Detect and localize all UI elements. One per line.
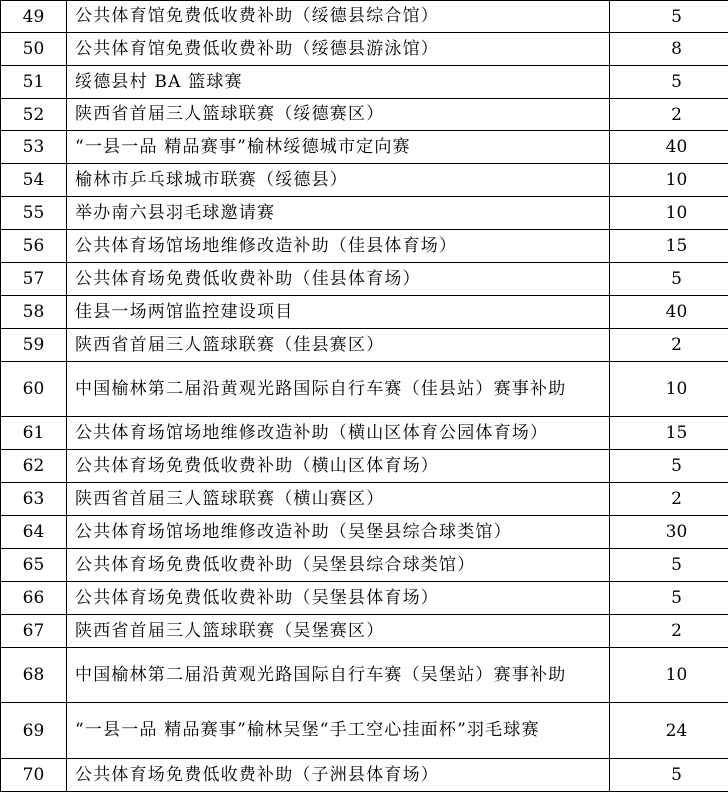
project-name: 公共体育场馆场地维修改造补助（横山区体育公园体育场）: [67, 417, 610, 450]
row-number: 54: [1, 164, 67, 197]
table-row: [1, 450, 728, 483]
table-row: [1, 703, 728, 759]
row-number: 52: [1, 99, 67, 131]
row-number: 53: [1, 131, 67, 164]
project-name: 公共体育场免费低收费补助（子洲县体育场）: [67, 759, 610, 792]
row-number: 59: [1, 329, 67, 362]
table-row: [1, 230, 728, 263]
amount-cell: 2: [610, 329, 728, 362]
row-number: 50: [1, 33, 67, 66]
row-number: 51: [1, 66, 67, 99]
row-number: 67: [1, 615, 67, 648]
amount-cell: 40: [610, 296, 728, 329]
table-row: [1, 66, 728, 99]
amount-cell: 5: [610, 549, 728, 582]
row-number: 62: [1, 450, 67, 483]
amount-cell: 10: [610, 164, 728, 197]
row-number: 61: [1, 417, 67, 450]
row-number: 68: [1, 648, 67, 703]
table-row: [1, 1, 728, 33]
amount-cell: 2: [610, 99, 728, 131]
project-name: 中国榆林第二届沿黄观光路国际自行车赛（佳县站）赛事补助: [67, 362, 610, 417]
project-name: “一县一品 精品赛事”榆林吴堡“手工空心挂面杯”羽毛球赛: [67, 703, 610, 759]
row-number: 63: [1, 483, 67, 516]
row-number: 57: [1, 263, 67, 296]
table-row: [1, 296, 728, 329]
project-name: 举办南六县羽毛球邀请赛: [67, 197, 610, 230]
table-row: [1, 329, 728, 362]
project-name: 公共体育场免费低收费补助（佳县体育场）: [67, 263, 610, 296]
project-name: 公共体育馆免费低收费补助（绥德县综合馆）: [67, 1, 610, 33]
project-name: 陕西省首届三人篮球联赛（吴堡赛区）: [67, 615, 610, 648]
table-row: [1, 263, 728, 296]
table-row: [1, 516, 728, 549]
amount-cell: 15: [610, 417, 728, 450]
amount-cell: 5: [610, 582, 728, 615]
table-row: [1, 615, 728, 648]
row-number: 70: [1, 759, 67, 792]
project-name: 公共体育场馆场地维修改造补助（吴堡县综合球类馆）: [67, 516, 610, 549]
table-row: [1, 197, 728, 230]
amount-cell: 10: [610, 197, 728, 230]
project-name: 陕西省首届三人篮球联赛（绥德赛区）: [67, 99, 610, 131]
amount-cell: 15: [610, 230, 728, 263]
project-name: 榆林市乒乓球城市联赛（绥德县）: [67, 164, 610, 197]
amount-cell: 5: [610, 263, 728, 296]
table-row: [1, 33, 728, 66]
project-name: 中国榆林第二届沿黄观光路国际自行车赛（吴堡站）赛事补助: [67, 648, 610, 703]
project-name: 公共体育场免费低收费补助（吴堡县综合球类馆）: [67, 549, 610, 582]
amount-cell: 40: [610, 131, 728, 164]
amount-cell: 8: [610, 33, 728, 66]
project-name: 绥德县村 BA 篮球赛: [67, 66, 610, 99]
table-row: [1, 362, 728, 417]
amount-cell: 30: [610, 516, 728, 549]
table-row: [1, 417, 728, 450]
table-row: [1, 759, 728, 792]
row-number: 69: [1, 703, 67, 759]
amount-cell: 5: [610, 66, 728, 99]
amount-cell: 5: [610, 450, 728, 483]
amount-cell: 10: [610, 362, 728, 417]
project-name: 陕西省首届三人篮球联赛（佳县赛区）: [67, 329, 610, 362]
table-row: [1, 483, 728, 516]
project-name: “一县一品 精品赛事”榆林绥德城市定向赛: [67, 131, 610, 164]
project-name: 佳县一场两馆监控建设项目: [67, 296, 610, 329]
table-row: [1, 164, 728, 197]
amount-cell: 5: [610, 1, 728, 33]
project-name: 公共体育馆免费低收费补助（绥德县游泳馆）: [67, 33, 610, 66]
table-body: [1, 1, 728, 792]
table-row: [1, 549, 728, 582]
project-name: 公共体育场馆场地维修改造补助（佳县体育场）: [67, 230, 610, 263]
table-row: [1, 648, 728, 703]
row-number: 58: [1, 296, 67, 329]
table-row: [1, 99, 728, 131]
project-name: 公共体育场免费低收费补助（横山区体育场）: [67, 450, 610, 483]
row-number: 66: [1, 582, 67, 615]
row-number: 55: [1, 197, 67, 230]
project-name: 公共体育场免费低收费补助（吴堡县体育场）: [67, 582, 610, 615]
table-row: [1, 582, 728, 615]
amount-cell: 2: [610, 483, 728, 516]
table-row: [1, 131, 728, 164]
amount-cell: 5: [610, 759, 728, 792]
row-number: 49: [1, 1, 67, 33]
row-number: 64: [1, 516, 67, 549]
amount-cell: 10: [610, 648, 728, 703]
row-number: 65: [1, 549, 67, 582]
amount-cell: 24: [610, 703, 728, 759]
row-number: 56: [1, 230, 67, 263]
amount-cell: 2: [610, 615, 728, 648]
project-name: 陕西省首届三人篮球联赛（横山赛区）: [67, 483, 610, 516]
row-number: 60: [1, 362, 67, 417]
